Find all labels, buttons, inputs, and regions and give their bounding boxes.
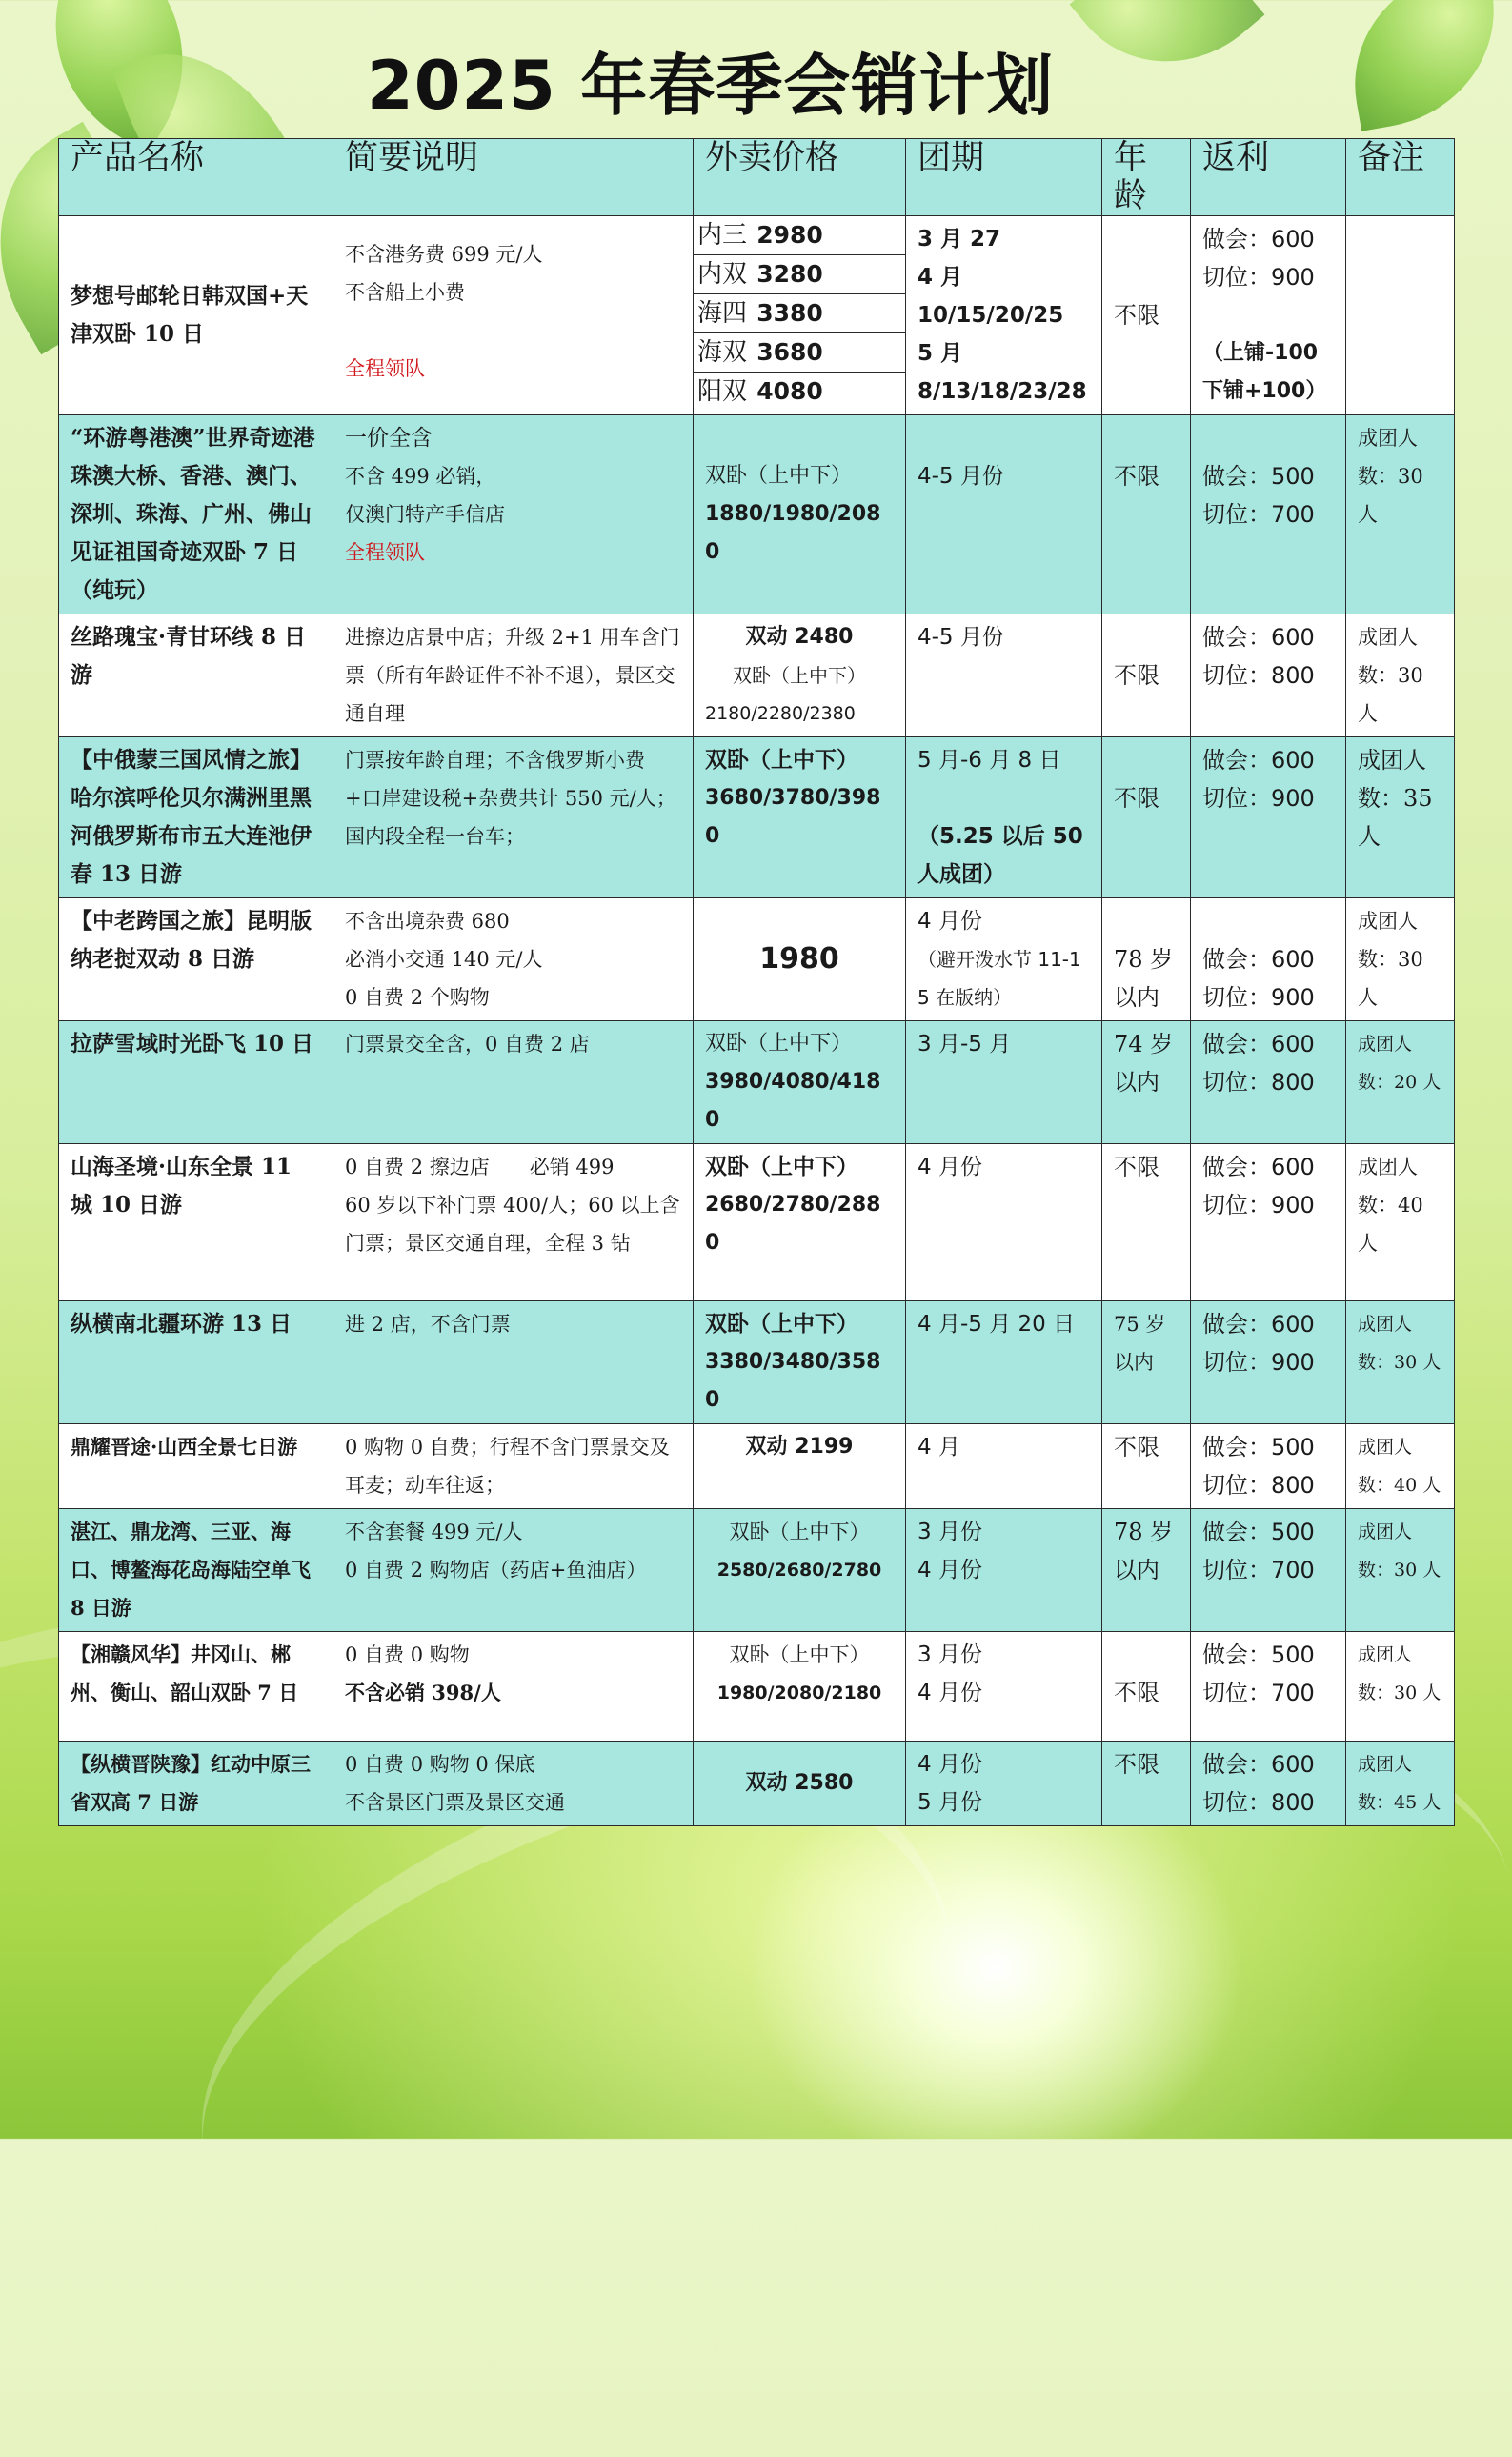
age-limit: 不限 bbox=[1102, 1144, 1191, 1301]
price-line: 双卧（上中下） bbox=[733, 664, 866, 687]
note: 成团人数：40 人 bbox=[1346, 1424, 1455, 1509]
price-tier bbox=[694, 373, 905, 412]
product-name: 纵横南北疆环游 13 日 bbox=[59, 1301, 333, 1424]
age-limit: 78 岁以内 bbox=[1102, 1509, 1191, 1632]
rebate bbox=[1191, 1632, 1346, 1742]
description-line: 门票按年龄自理；不含俄罗斯小费+口岸建设税+杂费共计 550 元/人；国内段全程一台车； bbox=[345, 749, 676, 848]
product-name: 【纵横晋陕豫】红动中原三省双高 7 日游 bbox=[59, 1742, 333, 1826]
departure-dates bbox=[906, 614, 1102, 737]
price bbox=[694, 614, 906, 737]
date-line: 4 月份 bbox=[917, 1155, 982, 1179]
product-name: 【中俄蒙三国风情之旅】哈尔滨呼伦贝尔满洲里黑河俄罗斯布市五大连池伊春 13 日游 bbox=[59, 737, 333, 898]
note: 成团人数：30 人 bbox=[1346, 1301, 1455, 1424]
description-line: 不含 499 必销， bbox=[345, 465, 496, 488]
product-name: 【中老跨国之旅】昆明版纳老挝双动 8 日游 bbox=[59, 898, 333, 1021]
date-line: 4 月-5 月 20 日 bbox=[917, 1312, 1076, 1337]
cabin-price: 3280 bbox=[756, 260, 823, 288]
price-line: 双卧（上中下） bbox=[729, 1521, 870, 1543]
price bbox=[694, 1632, 906, 1742]
departure-dates bbox=[906, 737, 1102, 898]
rebate-line: 做会：600 bbox=[1202, 747, 1315, 774]
note: 成团人数：45 人 bbox=[1346, 1742, 1455, 1826]
description bbox=[333, 415, 694, 614]
header-product-name: 产品名称 bbox=[59, 139, 333, 216]
price-line: 双卧（上中下） bbox=[705, 1155, 858, 1179]
description-line: 不含套餐 499 元/人 bbox=[345, 1521, 523, 1543]
description-line: 门票景交全含，0 自费 2 店 bbox=[345, 1033, 590, 1056]
price bbox=[694, 1144, 906, 1301]
date-line: 4 月份 bbox=[917, 1752, 982, 1777]
price-line: 1980/2080/2180 bbox=[716, 1682, 882, 1703]
departure-dates bbox=[906, 1509, 1102, 1632]
departure-dates bbox=[906, 1424, 1102, 1509]
age-limit: 不限 bbox=[1102, 1424, 1191, 1509]
table-row bbox=[59, 216, 1455, 415]
cabin-price: 2980 bbox=[756, 221, 823, 249]
spacer bbox=[345, 312, 681, 350]
rebate-line: 切位：700 bbox=[1202, 501, 1315, 528]
description-line: 0 购物 0 自费；行程不含门票景交及耳麦；动车往返； bbox=[345, 1436, 670, 1497]
description bbox=[333, 216, 694, 415]
table-row bbox=[59, 1632, 1455, 1742]
price bbox=[694, 415, 906, 614]
price-tier bbox=[694, 216, 905, 255]
description bbox=[333, 1144, 694, 1301]
rebate-line: 切位：700 bbox=[1202, 1557, 1315, 1583]
product-name: 梦想号邮轮日韩双国+天津双卧 10 日 bbox=[59, 216, 333, 415]
description-line: 不含出境杂费 680 bbox=[345, 910, 510, 933]
price bbox=[694, 1509, 906, 1632]
rebate-line: 做会：500 bbox=[1202, 1519, 1315, 1545]
age-limit: 不限 bbox=[1102, 1742, 1191, 1826]
rebate bbox=[1191, 737, 1346, 898]
tour-leader-label: 全程领队 bbox=[345, 357, 425, 380]
departure-dates bbox=[906, 898, 1102, 1021]
rebate-line: 切位：800 bbox=[1202, 1789, 1315, 1816]
age-limit: 不限 bbox=[1102, 216, 1191, 415]
note: 成团人数：30 人 bbox=[1346, 1509, 1455, 1632]
rebate-line: 切位：900 bbox=[1202, 1349, 1315, 1376]
description-line: 0 自费 2 个购物 bbox=[345, 986, 490, 1009]
description-line: 不含景区门票及景区交通 bbox=[345, 1791, 565, 1814]
price-line: 双动 2580 bbox=[745, 1771, 854, 1795]
description-line: 不含港务费 699 元/人 bbox=[345, 243, 543, 266]
description bbox=[333, 1632, 694, 1742]
departure-dates bbox=[906, 1632, 1102, 1742]
table-row bbox=[59, 1509, 1455, 1632]
rebate bbox=[1191, 614, 1346, 737]
rebate-line: 做会：600 bbox=[1202, 946, 1315, 973]
rebate-line: 做会：600 bbox=[1202, 1311, 1315, 1338]
note: 成团人数：30 人 bbox=[1346, 415, 1455, 614]
age-limit: 75 岁以内 bbox=[1102, 1301, 1191, 1424]
date-line: 4-5 月份 bbox=[917, 625, 1004, 650]
header-price: 外卖价格 bbox=[694, 139, 906, 216]
price-line: 双卧（上中下） bbox=[705, 1312, 858, 1337]
cabin-type: 海双 bbox=[697, 338, 748, 367]
table-row bbox=[59, 1144, 1455, 1301]
price-line: 双卧（上中下） bbox=[705, 1032, 853, 1056]
note: 成团人数：30 人 bbox=[1346, 898, 1455, 1021]
price-tier bbox=[694, 294, 905, 333]
departure-dates bbox=[906, 1021, 1102, 1144]
table-row bbox=[59, 1021, 1455, 1144]
note: 成团人数：35 人 bbox=[1346, 737, 1455, 898]
spacer bbox=[345, 220, 681, 235]
note: 成团人数：40 人 bbox=[1346, 1144, 1455, 1301]
product-name: “环游粤港澳”世界奇迹港珠澳大桥、香港、澳门、深圳、珠海、广州、佛山见证祖国奇迹双卧 7 日（纯玩） bbox=[59, 415, 333, 614]
date-line: 4 月份 bbox=[917, 1558, 982, 1582]
rebate-line: 切位：800 bbox=[1202, 1472, 1315, 1499]
price-line: 2680/2780/2880 bbox=[705, 1193, 881, 1255]
rebate-line: 做会：500 bbox=[1202, 1434, 1315, 1460]
date-line: （避开泼水节 11-15 在版纳） bbox=[917, 948, 1081, 1009]
description-line: 进擦边店景中店；升级 2+1 用车含门票（所有年龄证件不补不退），景区交通自理 bbox=[345, 626, 680, 725]
product-name: 山海圣境·山东全景 11 城 10 日游 bbox=[59, 1144, 333, 1301]
price-line: 2180/2280/2380 bbox=[705, 703, 856, 724]
date-line: 3 月-5 月 bbox=[917, 1032, 1012, 1057]
date-line: 3 月份 bbox=[917, 1642, 982, 1667]
note: 成团人数：20 人 bbox=[1346, 1021, 1455, 1144]
rebate bbox=[1191, 1424, 1346, 1509]
product-name: 鼎耀晋途·山西全景七日游 bbox=[59, 1424, 333, 1509]
date-line: 5 月份 bbox=[917, 1790, 982, 1815]
price bbox=[694, 898, 906, 1021]
table-row bbox=[59, 1424, 1455, 1509]
leaf-decoration bbox=[1337, 0, 1512, 131]
description-line: 0 自费 0 购物 0 保底 bbox=[345, 1753, 535, 1776]
departure-dates bbox=[906, 415, 1102, 614]
product-name: 拉萨雪域时光卧飞 10 日 bbox=[59, 1021, 333, 1144]
plan-table bbox=[58, 138, 1455, 1826]
rebate-line: 做会：600 bbox=[1202, 1031, 1315, 1057]
page-title: 2025 年春季会销计划 bbox=[367, 47, 1055, 125]
cabin-price: 3380 bbox=[756, 299, 823, 327]
price-line: 1880/1980/2080 bbox=[705, 502, 881, 564]
age-limit: 74 岁以内 bbox=[1102, 1021, 1191, 1144]
rebate bbox=[1191, 216, 1346, 415]
rebate-line: 切位：900 bbox=[1202, 1192, 1315, 1218]
rebate-line: 做会：500 bbox=[1202, 1641, 1315, 1668]
description-line: 必消小交通 140 元/人 bbox=[345, 948, 543, 971]
rebate bbox=[1191, 1301, 1346, 1424]
table-row bbox=[59, 737, 1455, 898]
table-row bbox=[59, 1742, 1455, 1826]
rebate bbox=[1191, 1021, 1346, 1144]
rebate-line: （上铺-100 bbox=[1202, 341, 1319, 365]
product-name: 丝路瑰宝·青甘环线 8 日游 bbox=[59, 614, 333, 737]
price-line: 1980 bbox=[759, 942, 839, 976]
description bbox=[333, 898, 694, 1021]
departure-dates bbox=[906, 216, 1102, 415]
price-tier bbox=[694, 333, 905, 373]
cabin-price: 4080 bbox=[756, 377, 823, 405]
table-row bbox=[59, 898, 1455, 1021]
description bbox=[333, 1424, 694, 1509]
rebate-line: 做会：600 bbox=[1202, 1154, 1315, 1180]
rebate-line: 切位：900 bbox=[1202, 785, 1315, 812]
product-name: 【湘赣风华】井冈山、郴州、衡山、韶山双卧 7 日 bbox=[59, 1632, 333, 1742]
product-name: 湛江、鼎龙湾、三亚、海口、博鳌海花岛海陆空单飞 8 日游 bbox=[59, 1509, 333, 1632]
description-line: 进 2 店，不含门票 bbox=[345, 1313, 511, 1336]
price-tier bbox=[694, 255, 905, 294]
date-line: 4 月份 bbox=[917, 1681, 982, 1705]
header-note: 备注 bbox=[1346, 139, 1455, 216]
age-limit: 不限 bbox=[1102, 1632, 1191, 1742]
cabin-type: 内双 bbox=[697, 260, 748, 289]
price-line: 3380/3480/3580 bbox=[705, 1350, 881, 1412]
date-line: 5 月-6 月 8 日 bbox=[917, 748, 1061, 773]
description bbox=[333, 1301, 694, 1424]
price-line: 双卧（上中下） bbox=[729, 1643, 870, 1666]
cabin-type: 阳双 bbox=[697, 377, 748, 406]
spacer bbox=[1202, 296, 1334, 334]
rebate-line: 做会：600 bbox=[1202, 624, 1315, 651]
departure-dates bbox=[906, 1301, 1102, 1424]
table-row bbox=[59, 614, 1455, 737]
description-line: 不含船上小费 bbox=[345, 281, 465, 304]
cabin-type: 海四 bbox=[697, 299, 748, 328]
description-line: 仅澳门特产手信店 bbox=[345, 503, 505, 526]
description-line: 一价全含 bbox=[345, 426, 433, 451]
rebate-line: 做会：600 bbox=[1202, 1751, 1315, 1778]
age-limit: 不限 bbox=[1102, 737, 1191, 898]
description-line: 60 岁以下补门票 400/人；60 以上含门票；景区交通自理，全程 3 钻 bbox=[345, 1194, 680, 1255]
price-line: 2580/2680/2780 bbox=[716, 1560, 882, 1581]
rebate bbox=[1191, 1144, 1346, 1301]
rebate-line: 切位：800 bbox=[1202, 662, 1315, 689]
description bbox=[333, 737, 694, 898]
rebate-line: 做会：500 bbox=[1202, 463, 1315, 490]
price-tier-table bbox=[694, 216, 905, 411]
price-line: 3980/4080/4180 bbox=[705, 1070, 881, 1132]
age-limit: 不限 bbox=[1102, 614, 1191, 737]
note: 成团人数：30 人 bbox=[1346, 1632, 1455, 1742]
tour-leader-label: 全程领队 bbox=[345, 541, 425, 564]
header-dates: 团期 bbox=[906, 139, 1102, 216]
cabin-type: 内三 bbox=[697, 221, 748, 250]
header-age: 年龄 bbox=[1102, 139, 1191, 216]
description-line: 0 自费 0 购物 bbox=[345, 1643, 470, 1666]
departure-dates bbox=[906, 1742, 1102, 1826]
price-line: 双卧（上中下） bbox=[705, 464, 853, 488]
price bbox=[694, 1742, 906, 1826]
rebate bbox=[1191, 415, 1346, 614]
date-line: 3 月 27 bbox=[917, 227, 1001, 252]
date-line: 4-5 月份 bbox=[917, 464, 1004, 489]
description bbox=[333, 1742, 694, 1826]
header-description: 简要说明 bbox=[333, 139, 694, 216]
rebate-line: 切位：700 bbox=[1202, 1680, 1315, 1706]
description bbox=[333, 1509, 694, 1632]
description-line: 0 自费 2 购物店（药店+鱼油店） bbox=[345, 1559, 647, 1581]
price-line: 双动 2480 bbox=[745, 625, 854, 649]
note bbox=[1346, 216, 1455, 415]
cabin-price: 3680 bbox=[756, 338, 823, 366]
date-line: 10/15/20/25 bbox=[917, 303, 1064, 328]
price-line: 双动 2199 bbox=[745, 1435, 854, 1459]
rebate bbox=[1191, 1509, 1346, 1632]
leaf-decoration bbox=[1070, 0, 1265, 107]
rebate-line: 切位：900 bbox=[1202, 264, 1315, 291]
date-line: 4 月 bbox=[917, 1435, 960, 1460]
description bbox=[333, 1021, 694, 1144]
header-row bbox=[59, 139, 1455, 216]
rebate-line: 下铺+100） bbox=[1202, 379, 1327, 403]
date-line: 4 月 bbox=[917, 265, 963, 290]
table-row bbox=[59, 1301, 1455, 1424]
age-limit: 不限 bbox=[1102, 415, 1191, 614]
rebate-line: 切位：900 bbox=[1202, 984, 1315, 1011]
description-line: 0 自费 2 擦边店 必销 499 bbox=[345, 1156, 615, 1178]
price-cell bbox=[694, 216, 906, 415]
date-line: 5 月 bbox=[917, 341, 963, 366]
spacer bbox=[917, 779, 1090, 817]
date-line: （5.25 以后 50 人成团） bbox=[917, 824, 1083, 887]
rebate bbox=[1191, 898, 1346, 1021]
rebate bbox=[1191, 1742, 1346, 1826]
price bbox=[694, 1424, 906, 1509]
header-rebate: 返利 bbox=[1191, 139, 1346, 216]
price-line: 3680/3780/3980 bbox=[705, 786, 881, 848]
date-line: 8/13/18/23/28 bbox=[917, 379, 1087, 404]
departure-dates bbox=[906, 1144, 1102, 1301]
age-limit: 78 岁以内 bbox=[1102, 898, 1191, 1021]
description bbox=[333, 614, 694, 737]
price bbox=[694, 1301, 906, 1424]
note: 成团人数：30 人 bbox=[1346, 614, 1455, 737]
rebate-line: 切位：800 bbox=[1202, 1069, 1315, 1096]
date-line: 3 月份 bbox=[917, 1520, 982, 1544]
price bbox=[694, 1021, 906, 1144]
price bbox=[694, 737, 906, 898]
rebate-line: 做会：600 bbox=[1202, 226, 1315, 252]
description-line: 不含必销 398/人 bbox=[345, 1681, 501, 1704]
date-line: 4 月份 bbox=[917, 909, 982, 934]
table-row bbox=[59, 415, 1455, 614]
price-line: 双卧（上中下） bbox=[705, 748, 858, 773]
